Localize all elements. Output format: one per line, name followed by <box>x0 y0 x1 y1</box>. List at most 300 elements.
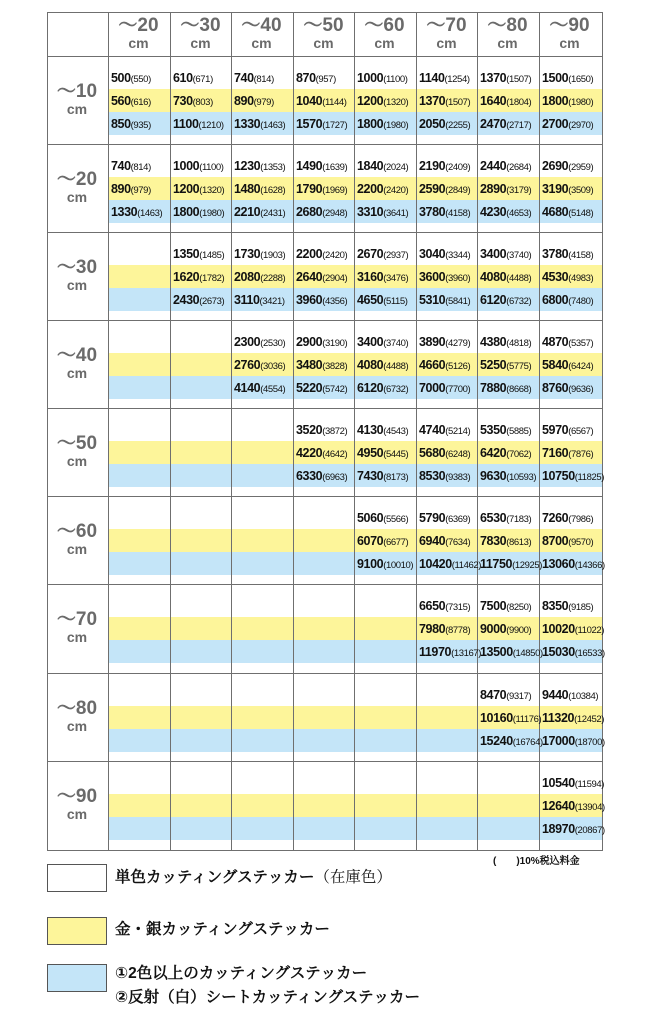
price-cell <box>357 529 408 552</box>
price-with-tax: (1628) <box>260 185 286 196</box>
price-base: 1490 <box>296 159 323 173</box>
price-cell <box>542 112 593 135</box>
price-cell <box>480 529 531 552</box>
grid-vline <box>108 12 109 851</box>
price-with-tax: (7634) <box>445 537 471 548</box>
price-with-tax: (10593) <box>506 472 537 483</box>
price-cell <box>419 418 470 441</box>
price-with-tax: (5445) <box>383 449 409 460</box>
price-cell <box>296 265 347 288</box>
price-with-tax: (1980) <box>383 120 409 131</box>
price-cell <box>419 330 470 353</box>
price-cell <box>296 464 347 487</box>
price-cell <box>542 617 604 640</box>
price-cell <box>111 112 151 135</box>
price-base: 15030 <box>542 645 575 659</box>
price-base: 7830 <box>480 534 507 548</box>
price-cell <box>173 112 224 135</box>
price-base: 3160 <box>357 270 384 284</box>
price-base: 8530 <box>419 469 446 483</box>
price-cell <box>234 330 285 353</box>
legend-label-reflective: ②反射（白）シートカッティングステッカー <box>115 989 420 1006</box>
price-cell <box>480 464 536 487</box>
price-with-tax: (7480) <box>568 296 594 307</box>
price-with-tax: (2948) <box>322 208 348 219</box>
row-header <box>47 170 107 204</box>
price-base: 7160 <box>542 446 569 460</box>
price-cell <box>419 200 470 223</box>
price-with-tax: (1639) <box>322 162 348 173</box>
price-base: 8760 <box>542 381 569 395</box>
price-cell <box>542 729 605 752</box>
column-header-unit: cm <box>128 35 149 51</box>
price-with-tax: (2673) <box>199 296 225 307</box>
column-header-size: ～60 <box>364 15 405 36</box>
row-header-size: ～20 <box>56 169 98 190</box>
price-base: 5350 <box>480 423 507 437</box>
price-base: 9100 <box>357 557 384 571</box>
price-base: 6800 <box>542 293 569 307</box>
price-cell <box>357 441 408 464</box>
price-cell <box>542 177 593 200</box>
price-base: 4080 <box>357 358 384 372</box>
price-cell <box>419 89 470 112</box>
price-with-tax: (935) <box>130 120 151 131</box>
grid-hline <box>47 56 602 57</box>
price-with-tax: (3421) <box>259 296 285 307</box>
price-cell <box>480 200 531 223</box>
price-cell <box>542 640 605 663</box>
price-base: 12640 <box>542 799 575 813</box>
price-base: 2700 <box>542 117 569 131</box>
price-base: 2200 <box>296 247 323 261</box>
price-cell <box>111 154 151 177</box>
price-with-tax: (1100) <box>199 162 224 173</box>
price-cell <box>234 89 274 112</box>
price-base: 7430 <box>357 469 384 483</box>
price-cell <box>234 66 274 89</box>
price-table <box>47 12 605 850</box>
price-with-tax: (1969) <box>322 185 348 196</box>
price-base: 5970 <box>542 423 569 437</box>
price-with-tax: (4653) <box>506 208 532 219</box>
grid-vline <box>231 12 232 851</box>
price-with-tax: (5148) <box>568 208 594 219</box>
price-base: 2890 <box>480 182 507 196</box>
price-with-tax: (4356) <box>322 296 348 307</box>
price-with-tax: (1463) <box>137 208 163 219</box>
price-base: 2680 <box>296 205 323 219</box>
price-with-tax: (18700) <box>574 737 605 748</box>
price-base: 15240 <box>480 734 513 748</box>
column-header-size: ～20 <box>118 15 159 36</box>
price-with-tax: (6567) <box>568 426 594 437</box>
column-header-size: ～70 <box>426 15 467 36</box>
price-cell <box>480 683 531 706</box>
price-cell <box>480 617 531 640</box>
price-base: 3310 <box>357 205 384 219</box>
price-cell <box>357 200 408 223</box>
price-cell <box>357 376 408 399</box>
price-cell <box>480 288 531 311</box>
price-cell <box>296 242 347 265</box>
price-cell <box>357 265 408 288</box>
price-cell <box>357 89 408 112</box>
price-with-tax: (1254) <box>444 74 470 85</box>
row-header-size: ～10 <box>56 81 98 102</box>
price-base: 8470 <box>480 688 507 702</box>
price-base: 3890 <box>419 335 446 349</box>
price-cell <box>296 376 347 399</box>
price-with-tax: (2530) <box>260 338 286 349</box>
price-with-tax: (8250) <box>506 602 532 613</box>
row-header-unit: cm <box>66 629 88 645</box>
price-cell <box>542 817 605 840</box>
grid-vline <box>170 12 171 851</box>
price-with-tax: (8778) <box>445 625 471 636</box>
price-cell <box>542 529 593 552</box>
price-with-tax: (2420) <box>322 250 348 261</box>
price-cell <box>419 154 470 177</box>
price-with-tax: (5214) <box>445 426 471 437</box>
price-base: 2640 <box>296 270 323 284</box>
price-base: 7980 <box>419 622 446 636</box>
price-with-tax: (2904) <box>322 273 348 284</box>
price-base: 610 <box>173 71 193 85</box>
price-cell <box>234 288 285 311</box>
legend-label-single-color-text: 単色カッティングステッカー <box>115 869 315 886</box>
grid-hline <box>47 761 602 762</box>
price-base: 560 <box>111 94 131 108</box>
price-with-tax: (7876) <box>568 449 594 460</box>
price-with-tax: (4158) <box>568 250 594 261</box>
row-header <box>47 610 107 644</box>
price-base: 2670 <box>357 247 384 261</box>
price-with-tax: (6248) <box>445 449 471 460</box>
price-cell <box>480 112 531 135</box>
price-with-tax: (979) <box>253 97 274 108</box>
price-base: 1140 <box>419 71 445 85</box>
price-cell <box>480 506 531 529</box>
row-header-size: ～90 <box>56 786 98 807</box>
price-cell <box>419 353 470 376</box>
price-with-tax: (814) <box>130 162 151 173</box>
price-with-tax: (3960) <box>445 273 471 284</box>
price-cell <box>480 265 531 288</box>
price-cell <box>542 154 593 177</box>
price-with-tax: (1650) <box>568 74 594 85</box>
price-base: 1480 <box>234 182 261 196</box>
price-with-tax: (5566) <box>383 514 409 525</box>
price-cell <box>234 376 285 399</box>
price-with-tax: (8173) <box>383 472 409 483</box>
price-cell <box>419 376 470 399</box>
price-base: 1730 <box>234 247 261 261</box>
price-with-tax: (3641) <box>383 208 409 219</box>
price-base: 890 <box>111 182 131 196</box>
price-with-tax: (803) <box>192 97 213 108</box>
row-header-unit: cm <box>66 189 88 205</box>
column-header-size: ～80 <box>487 15 528 36</box>
price-cell <box>173 177 224 200</box>
row-header <box>47 258 107 292</box>
price-cell <box>296 200 347 223</box>
grid-hline <box>47 584 602 585</box>
price-base: 7500 <box>480 599 507 613</box>
price-with-tax: (4488) <box>383 361 409 372</box>
price-cell <box>542 353 593 376</box>
price-with-tax: (1507) <box>445 97 471 108</box>
price-cell <box>419 265 470 288</box>
column-header <box>539 12 600 56</box>
price-base: 4680 <box>542 205 569 219</box>
price-cell <box>480 418 531 441</box>
price-base: 5060 <box>357 511 384 525</box>
column-header-unit: cm <box>190 35 211 51</box>
price-with-tax: (6732) <box>506 296 532 307</box>
price-with-tax: (550) <box>130 74 151 85</box>
row-header-unit: cm <box>66 277 88 293</box>
price-base: 13500 <box>480 645 513 659</box>
price-with-tax: (2959) <box>568 162 594 173</box>
price-base: 6650 <box>419 599 446 613</box>
price-cell <box>419 640 481 663</box>
price-cell <box>542 683 598 706</box>
price-base: 2440 <box>480 159 507 173</box>
price-base: 3780 <box>419 205 446 219</box>
price-with-tax: (1980) <box>199 208 225 219</box>
price-cell <box>542 66 593 89</box>
column-header-unit: cm <box>313 35 334 51</box>
price-with-tax: (814) <box>253 74 274 85</box>
price-with-tax: (11176) <box>512 714 542 725</box>
price-cell <box>357 353 408 376</box>
price-base: 2050 <box>419 117 446 131</box>
price-base: 6420 <box>480 446 507 460</box>
price-with-tax: (16533) <box>574 648 605 659</box>
price-base: 1230 <box>234 159 261 173</box>
price-base: 1370 <box>480 71 507 85</box>
grid-hline <box>47 144 602 145</box>
price-base: 4130 <box>357 423 384 437</box>
price-cell <box>542 418 593 441</box>
price-with-tax: (1782) <box>199 273 225 284</box>
price-with-tax: (5885) <box>506 426 532 437</box>
column-header <box>108 12 169 56</box>
price-with-tax: (8613) <box>506 537 532 548</box>
price-with-tax: (5126) <box>445 361 471 372</box>
column-header-unit: cm <box>497 35 518 51</box>
price-base: 4650 <box>357 293 384 307</box>
price-with-tax: (1320) <box>199 185 225 196</box>
price-with-tax: (2937) <box>383 250 409 261</box>
price-cell <box>480 594 531 617</box>
row-header-unit: cm <box>66 101 88 117</box>
price-cell <box>357 464 408 487</box>
row-header-size: ～80 <box>56 698 98 719</box>
legend-label-multi-color: ①2色以上のカッティングステッカー <box>115 965 368 982</box>
grid-hline <box>47 408 602 409</box>
price-base: 1100 <box>173 117 199 131</box>
price-cell <box>173 200 224 223</box>
price-cell <box>357 66 408 89</box>
price-base: 1350 <box>173 247 200 261</box>
price-base: 3110 <box>234 293 260 307</box>
price-with-tax: (14366) <box>574 560 605 571</box>
price-base: 5790 <box>419 511 446 525</box>
row-header <box>47 522 107 556</box>
price-cell <box>542 330 593 353</box>
price-cell <box>173 265 224 288</box>
grid-vline <box>293 12 294 851</box>
price-cell <box>542 552 605 575</box>
legend-label-gold-silver: 金・銀カッティングステッカー <box>115 921 330 938</box>
price-with-tax: (11022) <box>574 625 605 636</box>
price-cell <box>111 177 151 200</box>
price-base: 3780 <box>542 247 569 261</box>
price-base: 6120 <box>480 293 507 307</box>
row-header-size: ～40 <box>56 345 98 366</box>
column-header-size: ～40 <box>241 15 282 36</box>
price-base: 890 <box>234 94 254 108</box>
price-with-tax: (10010) <box>383 560 414 571</box>
price-base: 500 <box>111 71 131 85</box>
price-with-tax: (20867) <box>574 825 605 836</box>
price-with-tax: (671) <box>192 74 213 85</box>
price-with-tax: (6369) <box>445 514 471 525</box>
price-base: 870 <box>296 71 316 85</box>
price-cell <box>296 112 347 135</box>
price-with-tax: (5115) <box>383 296 408 307</box>
price-base: 11970 <box>419 645 452 659</box>
price-with-tax: (1727) <box>322 120 348 131</box>
row-header-size: ～70 <box>56 609 98 630</box>
price-cell <box>296 154 347 177</box>
price-cell <box>542 464 604 487</box>
price-with-tax: (3036) <box>260 361 286 372</box>
price-base: 1200 <box>357 94 384 108</box>
price-cell <box>542 265 593 288</box>
price-cell <box>480 66 531 89</box>
row-header-unit: cm <box>66 541 88 557</box>
price-base: 2300 <box>234 335 261 349</box>
price-base: 1200 <box>173 182 200 196</box>
price-with-tax: (13167) <box>451 648 482 659</box>
price-with-tax: (2684) <box>506 162 532 173</box>
row-header-unit: cm <box>66 806 88 822</box>
column-header-size: ～90 <box>549 15 590 36</box>
price-base: 1000 <box>173 159 200 173</box>
price-with-tax: (12925) <box>512 560 543 571</box>
price-cell <box>419 177 470 200</box>
price-cell <box>357 330 408 353</box>
column-header <box>231 12 292 56</box>
price-with-tax: (11825) <box>574 472 605 483</box>
price-with-tax: (3179) <box>506 185 532 196</box>
price-cell <box>357 154 408 177</box>
price-with-tax: (616) <box>130 97 151 108</box>
price-cell <box>296 418 347 441</box>
price-with-tax: (2409) <box>445 162 471 173</box>
row-header <box>47 699 107 733</box>
price-base: 9440 <box>542 688 569 702</box>
price-with-tax: (4279) <box>445 338 471 349</box>
price-base: 1800 <box>357 117 384 131</box>
legend-swatch-blue <box>47 964 107 992</box>
price-cell <box>234 112 285 135</box>
price-cell <box>419 529 470 552</box>
price-cell <box>419 66 470 89</box>
price-cell <box>542 441 593 464</box>
price-base: 3520 <box>296 423 323 437</box>
price-base: 1640 <box>480 94 507 108</box>
price-base: 4230 <box>480 205 507 219</box>
price-base: 10420 <box>419 557 452 571</box>
price-with-tax: (2255) <box>445 120 471 131</box>
price-with-tax: (2431) <box>260 208 286 219</box>
column-header-unit: cm <box>559 35 580 51</box>
price-cell <box>111 200 162 223</box>
price-cell <box>357 506 408 529</box>
price-base: 18970 <box>542 822 575 836</box>
price-with-tax: (9185) <box>568 602 594 613</box>
price-base: 6940 <box>419 534 446 548</box>
tax-note: ( )10%税込料金 <box>493 856 580 867</box>
price-cell <box>542 89 593 112</box>
legend-swatch-white <box>47 864 107 892</box>
price-cell <box>296 353 347 376</box>
price-cell <box>419 617 470 640</box>
price-base: 5310 <box>419 293 446 307</box>
price-with-tax: (1100) <box>383 74 408 85</box>
price-with-tax: (12452) <box>574 714 605 725</box>
column-header-unit: cm <box>251 35 272 51</box>
price-with-tax: (1210) <box>198 120 224 131</box>
grid-hline <box>47 673 602 674</box>
price-base: 2190 <box>419 159 446 173</box>
price-cell <box>173 66 213 89</box>
price-base: 6530 <box>480 511 507 525</box>
price-cell <box>480 330 531 353</box>
price-base: 9630 <box>480 469 507 483</box>
price-base: 11320 <box>542 711 575 725</box>
price-cell <box>542 506 593 529</box>
price-cell <box>173 89 213 112</box>
price-base: 850 <box>111 117 131 131</box>
price-cell <box>480 640 543 663</box>
price-base: 1570 <box>296 117 323 131</box>
price-with-tax: (5775) <box>506 361 532 372</box>
price-base: 740 <box>111 159 131 173</box>
price-with-tax: (1980) <box>568 97 594 108</box>
price-with-tax: (979) <box>130 185 151 196</box>
price-base: 4220 <box>296 446 323 460</box>
price-base: 740 <box>234 71 254 85</box>
row-header <box>47 346 107 380</box>
price-with-tax: (9900) <box>506 625 532 636</box>
row-header-size: ～30 <box>56 257 98 278</box>
legend-label-single-color <box>115 866 392 890</box>
price-base: 2590 <box>419 182 446 196</box>
price-with-tax: (2970) <box>568 120 594 131</box>
price-base: 730 <box>173 94 193 108</box>
price-cell <box>296 177 347 200</box>
price-base: 5840 <box>542 358 569 372</box>
price-base: 4080 <box>480 270 507 284</box>
price-cell <box>173 242 224 265</box>
price-base: 3960 <box>296 293 323 307</box>
price-cell <box>357 552 413 575</box>
